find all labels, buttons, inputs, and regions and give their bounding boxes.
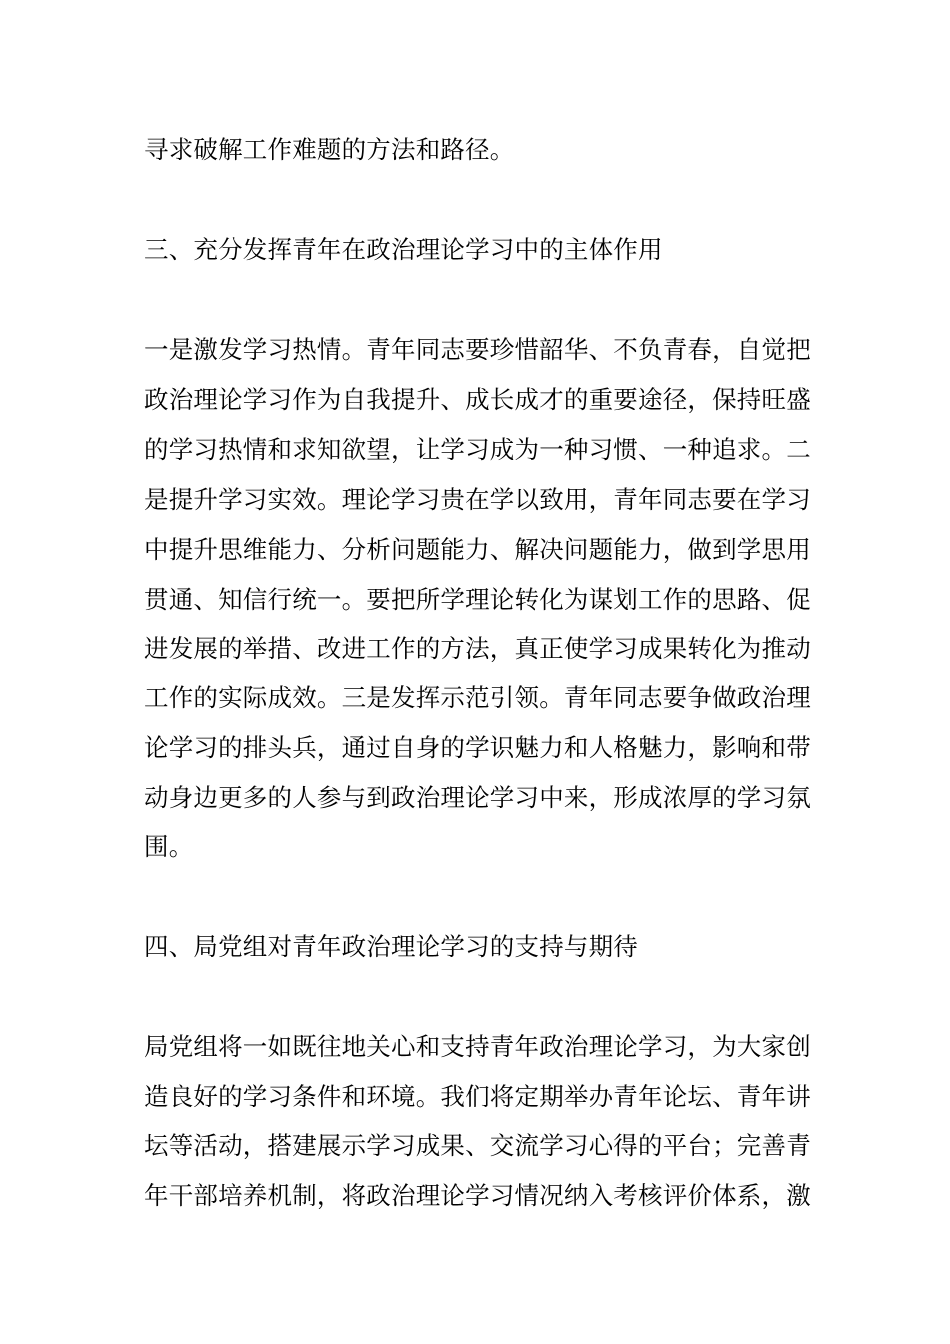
paragraph-line: 年干部培养机制，将政治理论学习情况纳入考核评价体系，激 — [144, 1181, 811, 1210]
paragraph-line: 围。 — [144, 832, 194, 861]
paragraph-line: 坛等活动，搭建展示学习成果、交流学习心得的平台；完善青 — [144, 1131, 811, 1160]
paragraph-line: 寻求破解工作难题的方法和路径。 — [144, 135, 515, 164]
paragraph-line: 政治理论学习作为自我提升、成长成才的重要途径，保持旺盛 — [144, 385, 811, 414]
section-heading-3: 三、充分发挥青年在政治理论学习中的主体作用 — [144, 235, 663, 264]
paragraph-line: 工作的实际成效。三是发挥示范引领。青年同志要争做政治理 — [144, 683, 811, 712]
paragraph-line: 论学习的排头兵，通过自身的学识魅力和人格魅力，影响和带 — [144, 733, 811, 762]
paragraph-line: 一是激发学习热情。青年同志要珍惜韶华、不负青春，自觉把 — [144, 335, 811, 364]
section-heading-4: 四、局党组对青年政治理论学习的支持与期待 — [144, 932, 638, 961]
paragraph-line: 中提升思维能力、分析问题能力、解决问题能力，做到学思用 — [144, 535, 811, 564]
paragraph-line: 局党组将一如既往地关心和支持青年政治理论学习，为大家创 — [144, 1032, 811, 1061]
paragraph-line: 贯通、知信行统一。要把所学理论转化为谋划工作的思路、促 — [144, 585, 811, 614]
paragraph-line: 造良好的学习条件和环境。我们将定期举办青年论坛、青年讲 — [144, 1082, 811, 1111]
paragraph-line: 是提升学习实效。理论学习贵在学以致用，青年同志要在学习 — [144, 485, 811, 514]
paragraph-line: 进发展的举措、改进工作的方法，真正使学习成果转化为推动 — [144, 634, 811, 663]
paragraph-line: 动身边更多的人参与到政治理论学习中来，形成浓厚的学习氛 — [144, 783, 811, 812]
paragraph-line: 的学习热情和求知欲望，让学习成为一种习惯、一种追求。二 — [144, 435, 811, 464]
